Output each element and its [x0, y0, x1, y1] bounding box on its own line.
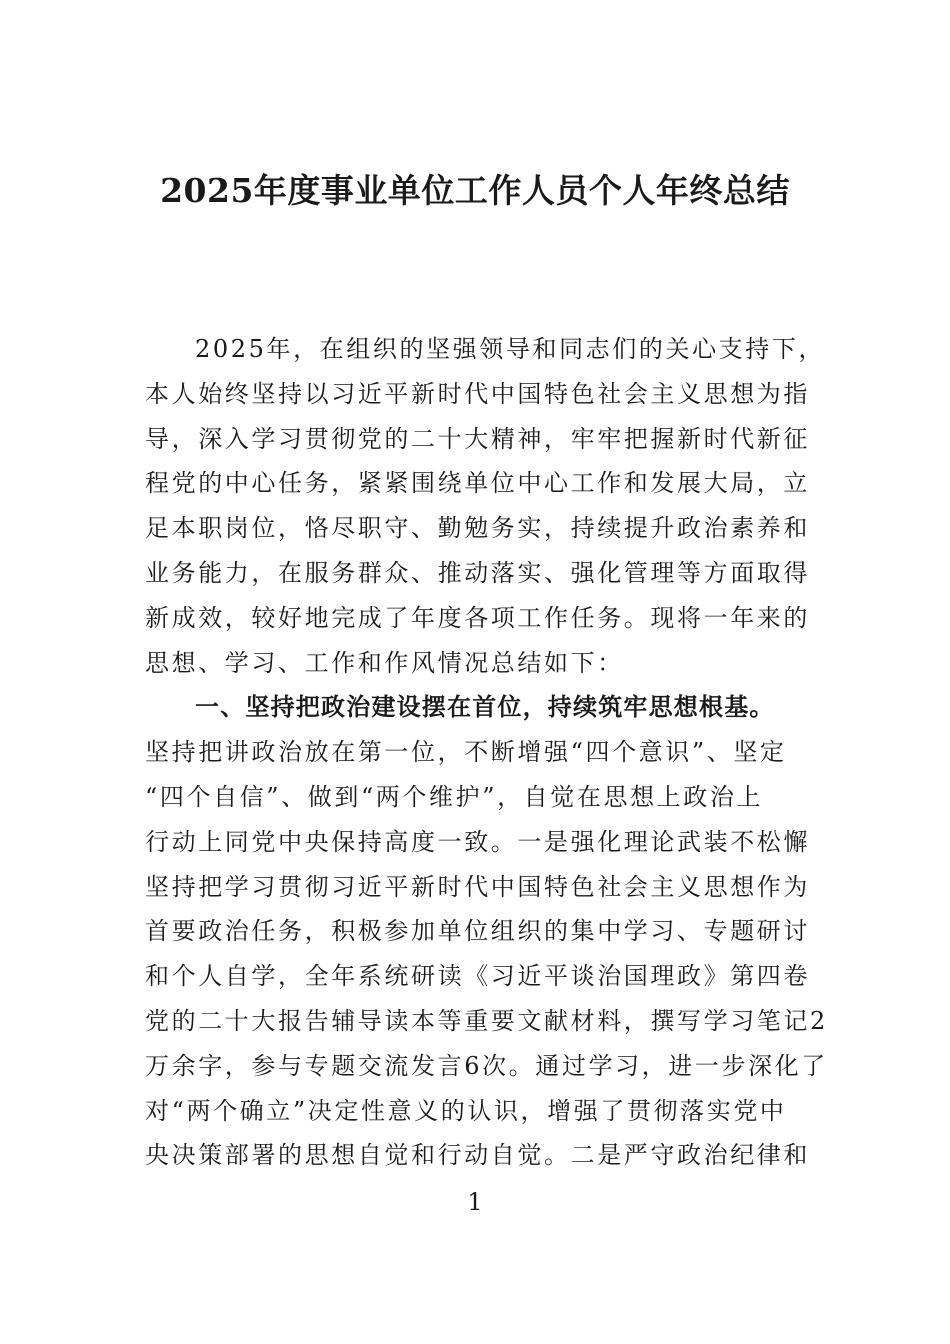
paragraph-2-line-1: 坚持把讲政治放在第一位，不断增强“四个意识”、坚定 — [145, 738, 787, 767]
paragraph-1-line-2: 本人始终坚持以习近平新时代中国特色社会主义思想为指 — [145, 379, 810, 408]
paragraph-1-line-1: 2025年，在组织的坚强领导和同志们的关心支持下， — [195, 335, 826, 363]
paragraph-2-line-7: 党的二十大报告辅导读本等重要文献材料，撰写学习笔记2 — [145, 1006, 828, 1035]
paragraph-2-line-8: 万余字，参与专题交流发言6次。通过学习，进一步深化了 — [145, 1051, 828, 1080]
paragraph-2-line-6: 和个人自学，全年系统研读《习近平谈治国理政》第四卷 — [145, 962, 810, 991]
paragraph-1-line-8: 思想、学习、工作和作风情况总结如下： — [145, 648, 624, 677]
paragraph-1-line-7: 新成效，较好地完成了年度各项工作任务。现将一年来的 — [145, 603, 810, 632]
paragraph-2-line-2: “四个自信”、做到“两个维护”，自觉在思想上政治上 — [145, 782, 764, 811]
paragraph-2-line-3: 行动上同党中央保持高度一致。一是强化理论武装不松懈 — [145, 827, 810, 856]
paragraph-2-line-4: 坚持把学习贯彻习近平新时代中国特色社会主义思想作为 — [145, 872, 810, 901]
paragraph-2-line-5: 首要政治任务，积极参加单位组织的集中学习、专题研讨 — [145, 917, 810, 946]
paragraph-1-line-6: 业务能力，在服务群众、推动落实、强化管理等方面取得 — [145, 558, 810, 587]
paragraph-1-line-4: 程党的中心任务，紧紧围绕单位中心工作和发展大局，立 — [145, 469, 810, 498]
paragraph-2-line-10: 央决策部署的思想自觉和行动自觉。二是严守政治纪律和 — [145, 1141, 810, 1170]
section-heading-1: 一、坚持把政治建设摆在首位，持续筑牢思想根基。 — [195, 693, 775, 722]
paragraph-1-line-3: 导，深入学习贯彻党的二十大精神，牢牢把握新时代新征 — [145, 424, 810, 453]
document-title: 2025年度事业单位工作人员个人年终总结 — [160, 171, 790, 210]
paragraph-1-line-5: 足本职岗位，恪尽职守、勤勉务实，持续提升政治素养和 — [145, 514, 810, 543]
document-body — [145, 327, 828, 1178]
paragraph-2-line-9: 对“两个确立”决定性意义的认识，增强了贯彻落实党中 — [145, 1096, 787, 1125]
page-number: 1 — [467, 1188, 483, 1216]
